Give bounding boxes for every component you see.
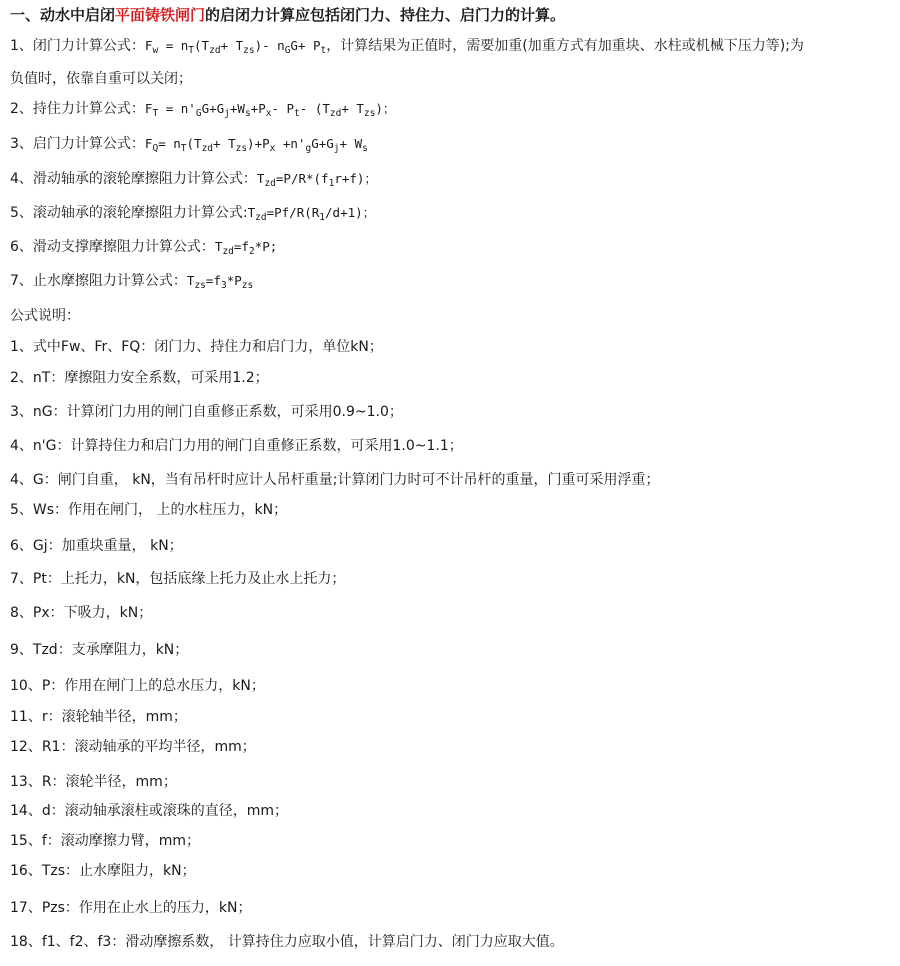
note-item: 14、d：滚动轴承滚柱或滚珠的直径，mm； xyxy=(10,803,288,819)
explanation-heading: 公式说明： xyxy=(10,308,80,324)
formula-label: 5、滚动轴承的滚轮摩擦阻力计算公式: xyxy=(10,205,248,221)
title-prefix: 一、动水中启闭 xyxy=(10,6,116,24)
note-item: 1、式中Fw、Fr、FQ：闭门力、持住力和启门力，单位kN； xyxy=(10,339,383,355)
formula-label: 1、闭门力计算公式： xyxy=(10,38,145,54)
formula-expression: $F_Q= n_T(T_{zd}+ T_{zs})+P_x +n'_gG+G_j+ W_s$ xyxy=(144,136,368,154)
note-item: 5、Ws：作用在闸门， 上的水柱压力，kN； xyxy=(10,502,288,518)
formula-holding-force xyxy=(10,99,395,119)
formula-sliding-bearing-friction xyxy=(10,169,377,189)
note-item: 15、f：滚动摩擦力臂，mm； xyxy=(10,833,201,849)
formula-label: 7、止水摩擦阻力计算公式： xyxy=(10,273,187,289)
note-item: 11、r：滚轮轴半径，mm； xyxy=(10,709,187,725)
formula-label: 4、滑动轴承的滚轮摩擦阻力计算公式： xyxy=(10,171,257,187)
note-item: 4、n'G：计算持住力和启门力用的闸门自重修正系数，可采用1.0~1.1； xyxy=(10,438,463,454)
title-suffix: 的启闭力计算应包括闭门力、持住力、启门力的计算。 xyxy=(205,6,566,24)
note-item: 17、Pzs：作用在止水上的压力，kN； xyxy=(10,900,252,916)
formula-rolling-bearing-friction xyxy=(10,203,375,223)
formula-expression: $T_{zd}=f_2*P$; xyxy=(214,239,278,257)
note-item: 12、R1：滚动轴承的平均半径，mm； xyxy=(10,739,256,755)
note-item: 8、Px：下吸力，kN； xyxy=(10,605,153,621)
formula-label: 6、滑动支撑摩擦阻力计算公式： xyxy=(10,239,215,255)
formula-label: 3、启门力计算公式： xyxy=(10,136,145,152)
note-item: 9、Tzd：支承摩阻力，kN； xyxy=(10,642,189,658)
formula-expression: $F_w = n_T(T_{zd}+ T_{zs})-$ $n_GG+ P_t$ xyxy=(144,38,327,56)
formula-opening-force xyxy=(10,134,368,154)
note-item: 6、Gj：加重块重量， kN； xyxy=(10,538,183,554)
formula-note: ，计算结果为正值时，需要加重(加重方式有加重块、水柱或机械下压力等);为 xyxy=(326,38,804,54)
formula-expression: $T_{zd}=P/R*(f_1r+f)$； xyxy=(256,171,377,189)
note-item: 7、Pt：上托力，kN，包括底缘上托力及止水上托力； xyxy=(10,571,346,587)
formula-expression: $F_T = n'_GG+G_j+W_s+P_x-$ $P_t-$ $(T_{zd}+ T_{zs})$； xyxy=(144,101,396,119)
note-item: 10、P：作用在闸门上的总水压力，kN； xyxy=(10,678,265,694)
note-item: 18、f1、f2、f3：滑动摩擦系数， 计算持住力应取小值，计算启门力、闭门力应取大值。 xyxy=(10,934,564,950)
formula-label: 2、持住力计算公式： xyxy=(10,101,145,117)
formula-seal-friction xyxy=(10,271,253,291)
formula-closing-force-continued: 负值时，依靠自重可以关闭； xyxy=(10,71,192,87)
formula-expression: $T_{zs}=f_3*P_{zs}$ xyxy=(186,273,254,291)
note-item: 3、nG：计算闭门力用的闸门自重修正系数，可采用0.9~1.0； xyxy=(10,404,403,420)
formula-sliding-support-friction xyxy=(10,237,277,257)
page-title xyxy=(10,5,565,25)
formula-expression: $T_{zd}=Pf/R(R_1/d+1)$； xyxy=(247,205,376,223)
title-highlight: 平面铸铁闸门 xyxy=(115,6,206,24)
formula-closing-force xyxy=(10,36,804,56)
note-item: 4、G：闸门自重， kN，当有吊杆时应计人吊杆重量;计算闭门力时可不计吊杆的重量，门重可采用浮重； xyxy=(10,472,660,488)
note-item: 2、nT：摩擦阻力安全系数，可采用1.2； xyxy=(10,370,269,386)
note-item: 13、R：滚轮半径，mm； xyxy=(10,774,177,790)
note-item: 16、Tzs：止水摩阻力，kN； xyxy=(10,863,196,879)
